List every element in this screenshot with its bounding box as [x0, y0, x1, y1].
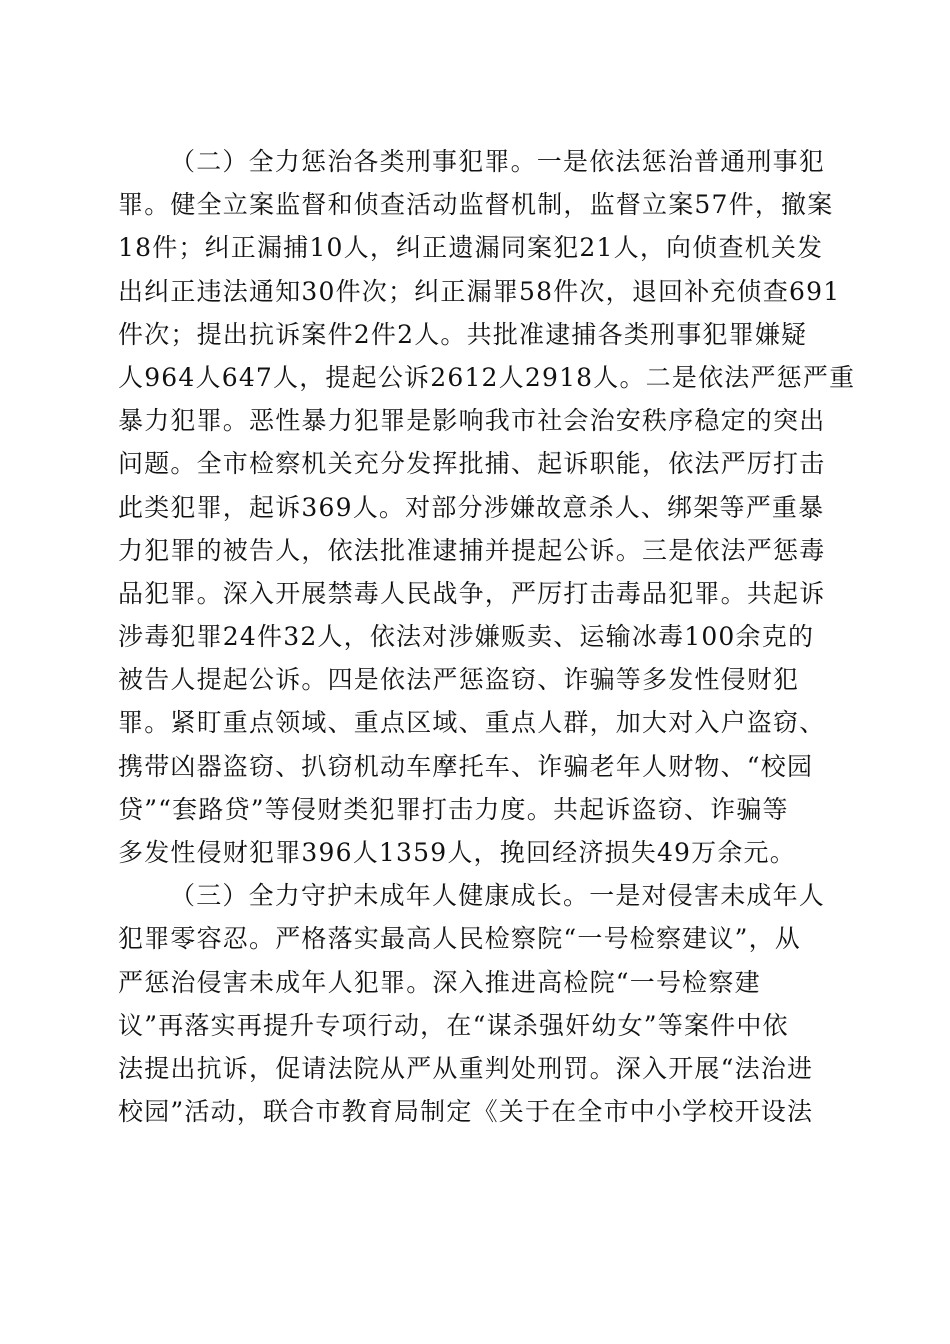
- paragraph-line: 罪。健全立案监督和侦查活动监督机制，监督立案57件，撤案: [118, 190, 834, 220]
- paragraph-line: 法提出抗诉，促请法院从严从重判处刑罚。深入开展“法治进: [118, 1053, 814, 1083]
- paragraph-line: 品犯罪。深入开展禁毒人民战争，严厉打击毒品犯罪。共起诉: [118, 578, 826, 608]
- paragraph-line: 多发性侵财犯罪396人1359人，挽回经济损失49万余元。: [118, 838, 796, 867]
- paragraph-line: 力犯罪的被告人，依法批准逮捕并提起公诉。三是依法严惩毒: [118, 535, 826, 565]
- paragraph-line: 犯罪零容忍。严格落实最高人民检察院“一号检察建议”，从: [118, 924, 801, 954]
- paragraph-line: 携带凶器盗窃、扒窃机动车摩托车、诈骗老年人财物、“校园: [118, 751, 814, 781]
- paragraph-line: 出纠正违法通知30件次；纠正漏罪58件次，退回补充侦查691: [118, 276, 841, 306]
- paragraph-line: 议”再落实再提升专项行动，在“谋杀强奸幼女”等案件中依: [118, 1010, 789, 1040]
- paragraph-line: 此类犯罪，起诉369人。对部分涉嫌故意杀人、绑架等严重暴: [118, 492, 825, 522]
- paragraph-line: 18件；纠正漏捕10人，纠正遗漏同案犯21人，向侦查机关发: [118, 233, 824, 263]
- paragraph-line: 贷”“套路贷”等侵财类犯罪打击力度。共起诉盗窃、诈骗等: [118, 794, 789, 824]
- paragraph-line: 问题。全市检察机关充分发挥批捕、起诉职能，依法严厉打击: [118, 449, 826, 479]
- paragraph-line: 暴力犯罪。恶性暴力犯罪是影响我市社会治安秩序稳定的突出: [118, 406, 826, 436]
- paragraph-line: （二）全力惩治各类刑事犯罪。一是依法惩治普通刑事犯: [170, 147, 826, 176]
- paragraph-line: （三）全力守护未成年人健康成长。一是对侵害未成年人: [170, 881, 826, 911]
- paragraph-line: 人964人647人，提起公诉2612人2918人。二是依法严惩严重: [118, 362, 856, 392]
- paragraph-line: 涉毒犯罪24件32人，依法对涉嫌贩卖、运输冰毒100余克的: [118, 622, 815, 652]
- paragraph-line: 校园”活动，联合市教育局制定《关于在全市中小学校开设法: [118, 1097, 814, 1127]
- document-body: [118, 140, 856, 1133]
- paragraph-line: 严惩治侵害未成年人犯罪。深入推进高检院“一号检察建: [118, 967, 761, 997]
- paragraph-line: 件次；提出抗诉案件2件2人。共批准逮捕各类刑事犯罪嫌疑: [118, 319, 808, 349]
- paragraph-line: 罪。紧盯重点领域、重点区域、重点人群，加大对入户盗窃、: [118, 708, 826, 738]
- paragraph-line: 被告人提起公诉。四是依法严惩盗窃、诈骗等多发性侵财犯: [118, 665, 800, 695]
